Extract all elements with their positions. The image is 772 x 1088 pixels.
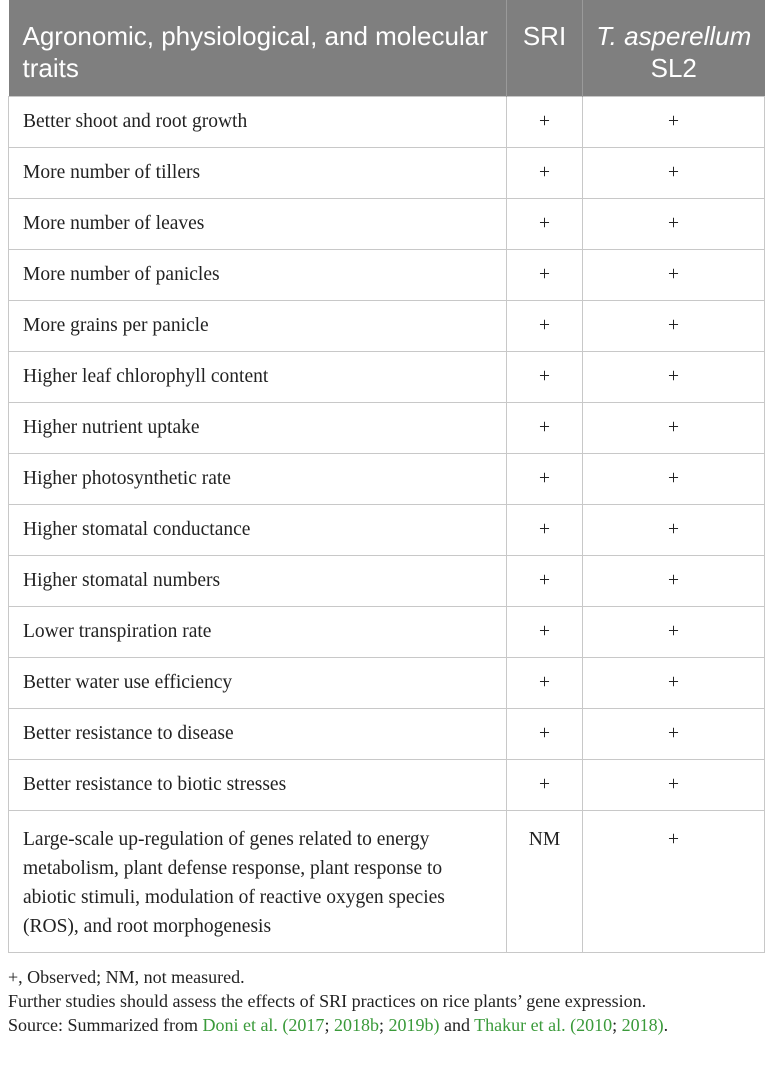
tasp-cell: + bbox=[583, 148, 765, 199]
trait-cell: Better resistance to disease bbox=[9, 709, 507, 760]
table-row bbox=[9, 811, 765, 953]
sri-cell: + bbox=[507, 658, 583, 709]
tasp-cell: + bbox=[583, 709, 765, 760]
sri-cell: + bbox=[507, 607, 583, 658]
table-row bbox=[9, 250, 765, 301]
ref-separator: ; bbox=[378, 1015, 389, 1035]
trait-cell: Higher photosynthetic rate bbox=[9, 454, 507, 505]
tasp-cell: + bbox=[583, 658, 765, 709]
table-row bbox=[9, 760, 765, 811]
table-row bbox=[9, 199, 765, 250]
sri-cell: + bbox=[507, 352, 583, 403]
trait-cell: Lower transpiration rate bbox=[9, 607, 507, 658]
table-row bbox=[9, 607, 765, 658]
table-row bbox=[9, 658, 765, 709]
source-prefix: Source: Summarized from bbox=[8, 1015, 203, 1035]
trait-cell: Large-scale up-regulation of genes related to energy metabolism, plant defense response, plant response to abiotic stimuli, modulation of reactive oxygen species (ROS), and root morphogenesis bbox=[9, 811, 507, 953]
sri-cell: + bbox=[507, 301, 583, 352]
table-header bbox=[9, 0, 765, 97]
header-t-asperellum-strain: SL2 bbox=[650, 53, 697, 83]
tasp-cell: + bbox=[583, 760, 765, 811]
trait-cell: Higher nutrient uptake bbox=[9, 403, 507, 454]
trait-cell: Better resistance to biotic stresses bbox=[9, 760, 507, 811]
ref-and: and bbox=[439, 1015, 475, 1035]
ref-thakur-2018[interactable]: 2018) bbox=[621, 1015, 664, 1035]
sri-cell: + bbox=[507, 199, 583, 250]
ref-thakur-2010[interactable]: Thakur et al. (2010 bbox=[474, 1015, 613, 1035]
sri-cell: + bbox=[507, 454, 583, 505]
traits-table bbox=[8, 0, 765, 953]
tasp-cell: + bbox=[583, 811, 765, 953]
table-body bbox=[9, 97, 765, 953]
table-row bbox=[9, 352, 765, 403]
tasp-cell: + bbox=[583, 199, 765, 250]
table-row bbox=[9, 505, 765, 556]
tasp-cell: + bbox=[583, 97, 765, 148]
sri-cell: + bbox=[507, 709, 583, 760]
table-row bbox=[9, 301, 765, 352]
ref-doni-2018b[interactable]: 2018b bbox=[333, 1015, 379, 1035]
trait-cell: More grains per panicle bbox=[9, 301, 507, 352]
table-row bbox=[9, 454, 765, 505]
ref-doni-2017[interactable]: Doni et al. (2017 bbox=[202, 1015, 325, 1035]
table-row bbox=[9, 709, 765, 760]
sri-cell: + bbox=[507, 556, 583, 607]
document bbox=[8, 0, 764, 1037]
footnote-legend: +, Observed; NM, not measured. bbox=[8, 967, 245, 987]
trait-cell: Better water use efficiency bbox=[9, 658, 507, 709]
trait-cell: Higher stomatal conductance bbox=[9, 505, 507, 556]
source-end: . bbox=[663, 1015, 669, 1035]
table-row bbox=[9, 403, 765, 454]
header-row bbox=[9, 0, 765, 97]
trait-cell: More number of panicles bbox=[9, 250, 507, 301]
tasp-cell: + bbox=[583, 301, 765, 352]
tasp-cell: + bbox=[583, 454, 765, 505]
tasp-cell: + bbox=[583, 607, 765, 658]
trait-cell: Higher stomatal numbers bbox=[9, 556, 507, 607]
table-footnotes bbox=[8, 965, 764, 1037]
ref-separator: ; bbox=[324, 1015, 334, 1035]
tasp-cell: + bbox=[583, 403, 765, 454]
tasp-cell: + bbox=[583, 505, 765, 556]
trait-cell: Better shoot and root growth bbox=[9, 97, 507, 148]
header-traits: Agronomic, physiological, and molecular traits bbox=[9, 0, 507, 97]
table-row bbox=[9, 556, 765, 607]
footnote-source bbox=[8, 1013, 764, 1037]
sri-cell: + bbox=[507, 760, 583, 811]
table-row bbox=[9, 97, 765, 148]
sri-cell: + bbox=[507, 505, 583, 556]
header-t-asperellum-italic: T. asperellum bbox=[596, 21, 752, 51]
sri-cell: + bbox=[507, 403, 583, 454]
footnote-further-studies: Further studies should assess the effects of SRI practices on rice plants’ gene expression. bbox=[8, 991, 647, 1011]
sri-cell: + bbox=[507, 250, 583, 301]
tasp-cell: + bbox=[583, 250, 765, 301]
trait-cell: More number of leaves bbox=[9, 199, 507, 250]
header-t-asperellum bbox=[583, 0, 765, 97]
trait-cell: More number of tillers bbox=[9, 148, 507, 199]
sri-cell: NM bbox=[507, 811, 583, 953]
tasp-cell: + bbox=[583, 352, 765, 403]
sri-cell: + bbox=[507, 97, 583, 148]
sri-cell: + bbox=[507, 148, 583, 199]
header-sri: SRI bbox=[507, 0, 583, 97]
ref-doni-2019b[interactable]: 2019b) bbox=[388, 1015, 440, 1035]
ref-separator: ; bbox=[612, 1015, 622, 1035]
table-row bbox=[9, 148, 765, 199]
tasp-cell: + bbox=[583, 556, 765, 607]
trait-cell: Higher leaf chlorophyll content bbox=[9, 352, 507, 403]
